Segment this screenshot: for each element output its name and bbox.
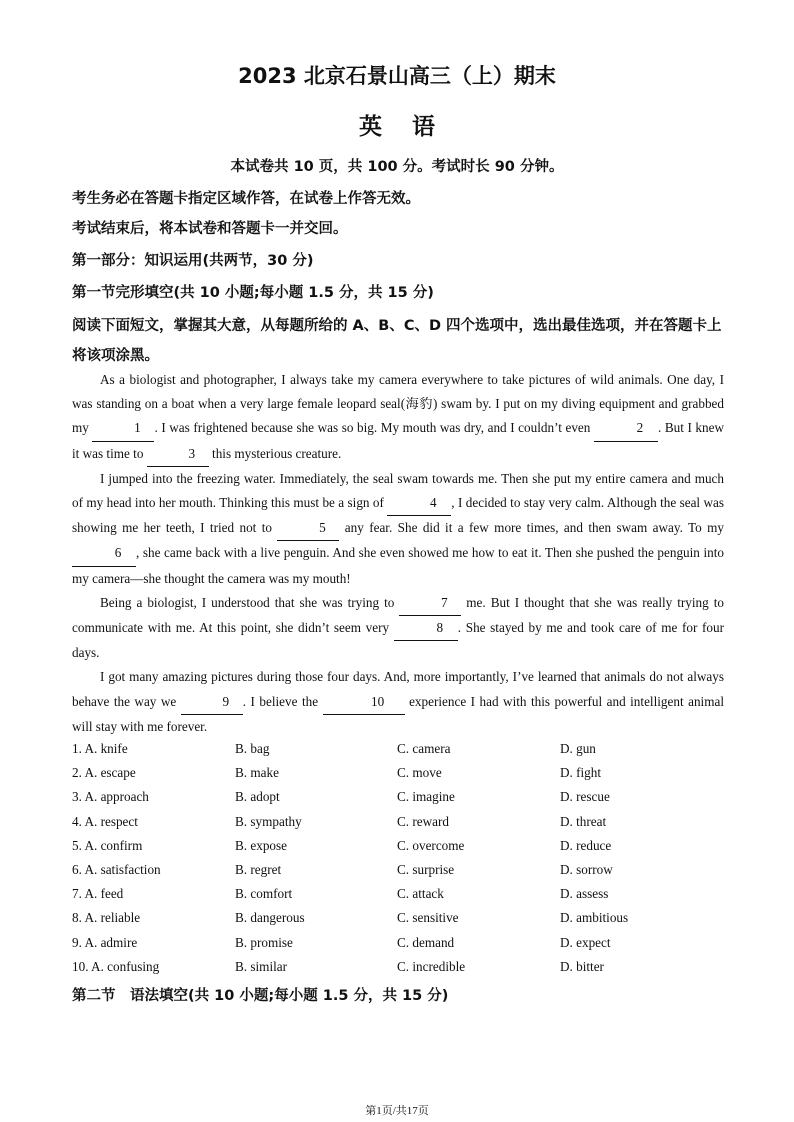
option: B. similar — [235, 958, 288, 974]
blank-6: 6 — [72, 541, 136, 566]
option: 6. A. satisfaction — [72, 861, 161, 877]
option-row — [72, 906, 732, 930]
option: 5. A. confirm — [72, 837, 143, 853]
option: C. sensitive — [397, 910, 459, 926]
exam-info: 本试卷共 10 页，共 100 分。考试时长 90 分钟。 — [230, 159, 564, 175]
blank-8: 8 — [394, 616, 458, 641]
option: 2. A. escape — [72, 765, 136, 781]
option-row — [72, 810, 732, 834]
option: D. rescue — [560, 789, 610, 805]
option: D. fight — [560, 765, 602, 781]
blank-5: 5 — [277, 516, 339, 541]
blank-9: 9 — [181, 690, 243, 715]
passage-paragraph — [72, 591, 724, 666]
option: B. promise — [235, 934, 293, 950]
option: D. ambitious — [560, 910, 629, 926]
option: B. regret — [235, 861, 282, 877]
option: B. dangerous — [235, 910, 305, 926]
passage-text: , she came back with a live penguin. And she even showed me how to eat it. Then she pushed the penguin into my camera—she thought the camera was my mouth! — [72, 545, 724, 586]
section1-instruction: 阅读下面短文，掌握其大意，从每题所给的 A、B、C、D 四个选项中，选出最佳选项，并在答题卡上将该项涂黑。 — [72, 318, 722, 364]
subject-title: 英语 — [359, 114, 465, 140]
passage-text: , I decided to stay very calm. Although the seal was showing me her teeth, I tried not to — [72, 495, 725, 536]
option: C. move — [397, 765, 442, 781]
note-answer-area: 考生务必在答题卡指定区域作答，在试卷上作答无效。 — [72, 191, 420, 207]
option: B. make — [235, 765, 279, 781]
option: D. sorrow — [560, 861, 613, 877]
option: C. imagine — [397, 789, 455, 805]
option-row — [72, 858, 732, 882]
option: 9. A. admire — [72, 934, 138, 950]
blank-2: 2 — [594, 416, 658, 441]
option: 7. A. feed — [72, 886, 124, 902]
passage-text: this mysterious creature. — [208, 445, 342, 461]
option: C. reward — [397, 813, 449, 829]
option: B. sympathy — [235, 813, 302, 829]
passage-paragraph — [72, 368, 724, 467]
option: 4. A. respect — [72, 813, 138, 829]
option-row — [72, 834, 732, 858]
option: 1. A. knife — [72, 741, 128, 756]
option: D. expect — [560, 934, 611, 950]
passage-text: As a biologist and photographer, I always take my camera everywhere to take pictures of wild animals. One day, I was standing on a boat when a very large female leopard seal(海豹) swam by. I put on my diving equipment and grabbed my — [72, 372, 724, 436]
option-row — [72, 955, 732, 979]
option: B. expose — [235, 837, 288, 853]
answer-options — [72, 737, 732, 979]
passage-text: . I believe the — [242, 693, 323, 709]
passage-text: I jumped into the freezing water. Immediately, the seal swam towards me. Then she put my entire camera and much of my head into her mouth. Thinking this must be a sign of — [72, 470, 724, 511]
option: D. bitter — [560, 958, 604, 974]
passage-text: . But I knew it was time to — [72, 420, 724, 461]
option: C. demand — [397, 934, 455, 950]
section2-title: 第二节 语法填空(共 10 小题;每小题 1.5 分，共 15 分) — [72, 988, 449, 1004]
cloze-passage — [72, 368, 724, 739]
passage-text: I got many amazing pictures during those four days. And, more importantly, I’ve learned that animals do not always behave the way we — [72, 669, 724, 709]
option: C. attack — [397, 886, 444, 902]
blank-1: 1 — [92, 416, 154, 441]
page-number: 第1页/共17页 — [365, 1105, 429, 1117]
passage-text: experience I had with this powerful and intelligent animal will stay with me forever. — [72, 693, 724, 734]
option: B. bag — [235, 741, 270, 756]
option: 8. A. reliable — [72, 910, 141, 926]
option: D. threat — [560, 813, 607, 829]
option: D. reduce — [560, 837, 612, 853]
blank-3: 3 — [147, 442, 209, 467]
option: 3. A. approach — [72, 789, 149, 805]
option-row — [72, 882, 732, 906]
passage-text: me. But I thought that she was really trying to communicate with me. At this point, she didn’t seem very — [72, 594, 724, 636]
option: D. gun — [560, 741, 596, 756]
note-hand-in: 考试结束后，将本试卷和答题卡一并交回。 — [72, 221, 348, 237]
part1-title: 第一部分：知识运用(共两节，30 分) — [72, 253, 314, 269]
option: 10. A. confusing — [72, 958, 160, 974]
option-row — [72, 737, 732, 761]
option-row — [72, 931, 732, 955]
blank-7: 7 — [399, 591, 461, 616]
passage-paragraph — [72, 467, 724, 591]
option: B. adopt — [235, 789, 280, 805]
option: D. assess — [560, 886, 609, 902]
passage-text: . She stayed by me and took care of me for four days. — [72, 620, 724, 661]
option: B. comfort — [235, 886, 293, 902]
passage-text: . I was frightened because she was so big. My mouth was dry, and I couldn’t even — [154, 420, 594, 436]
passage-text: any fear. She did it a few more times, and then swam away. To my — [339, 520, 724, 536]
option: C. overcome — [397, 837, 465, 853]
section1-title: 第一节完形填空(共 10 小题;每小题 1.5 分，共 15 分) — [72, 285, 434, 301]
blank-4: 4 — [387, 491, 451, 516]
exam-title: 2023 北京石景山高三（上）期末 — [238, 64, 556, 88]
blank-10: 10 — [323, 690, 405, 715]
option-row — [72, 761, 732, 785]
option: C. surprise — [397, 861, 455, 877]
passage-text: Being a biologist, I understood that she was trying to — [100, 594, 400, 610]
option: C. incredible — [397, 958, 466, 974]
passage-paragraph — [72, 665, 724, 739]
option: C. camera — [397, 741, 451, 756]
option-row — [72, 785, 732, 809]
